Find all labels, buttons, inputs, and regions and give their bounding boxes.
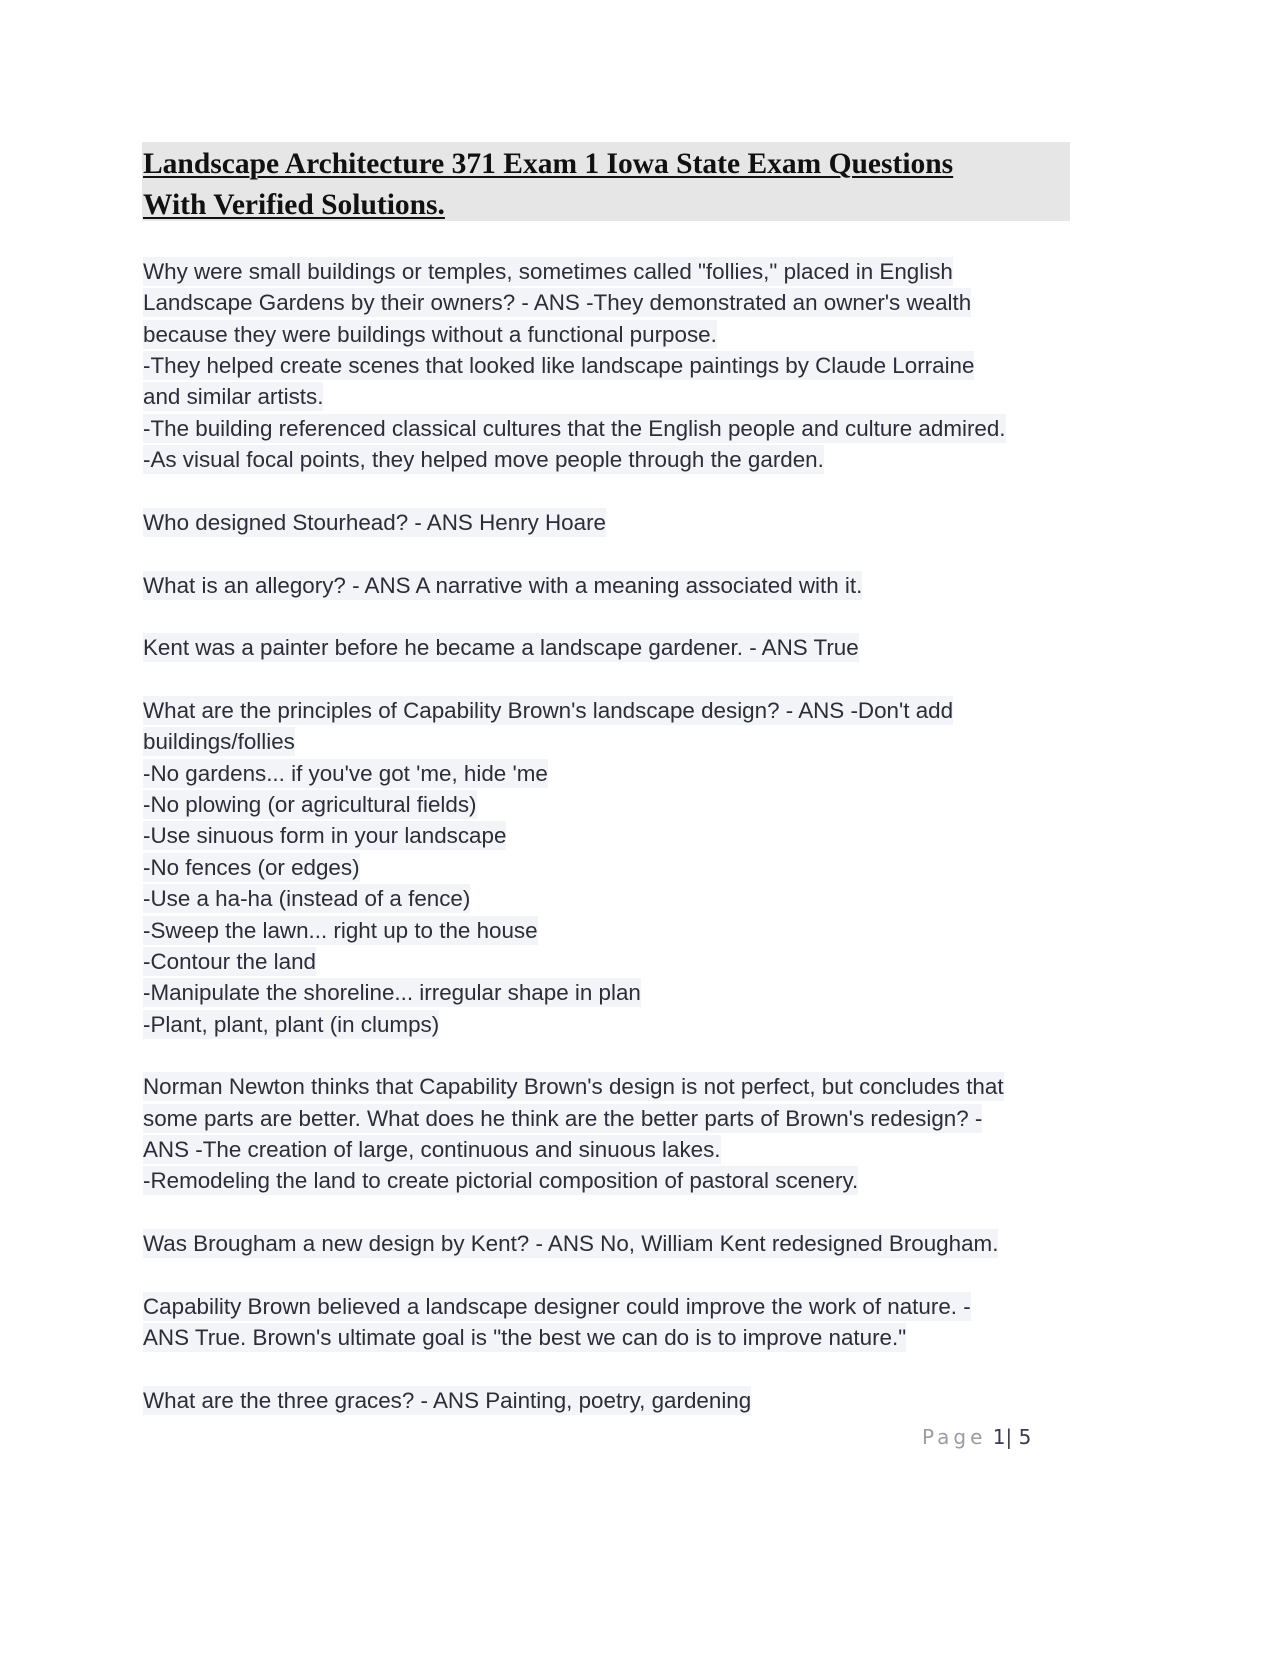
text-line — [143, 507, 1143, 538]
line-text: because they were buildings without a functional purpose. — [143, 321, 717, 347]
line-text: -Contour the land — [143, 948, 317, 974]
line-text: Norman Newton thinks that Capability Brown's design is not perfect, but concludes that — [143, 1074, 1004, 1100]
text-line — [143, 695, 1143, 726]
text-line — [143, 1228, 1143, 1259]
line-text: Kent was a painter before he became a landscape gardener. - ANS True — [143, 635, 859, 661]
qa-item — [143, 1385, 1143, 1416]
line-text: -Use sinuous form in your landscape — [143, 823, 507, 849]
text-line — [143, 977, 1143, 1008]
page-label: Page — [922, 1425, 987, 1449]
line-text: -As visual focal points, they helped move people through the garden. — [143, 447, 824, 473]
text-line — [143, 1165, 1143, 1196]
line-text: Why were small buildings or temples, sometimes called "follies," placed in English — [143, 259, 953, 284]
title-line-1: Landscape Architecture 371 Exam 1 Iowa State Exam Questions — [143, 148, 954, 180]
title-heading — [142, 142, 1070, 226]
line-text: What is an allegory? - ANS A narrative with a meaning associated with it. — [143, 572, 863, 598]
text-line — [143, 726, 1143, 757]
text-line — [143, 256, 1143, 287]
line-text: What are the three graces? - ANS Painting, poetry, gardening — [143, 1387, 752, 1413]
text-line — [143, 1009, 1143, 1040]
qa-item — [143, 695, 1143, 1040]
page-number — [922, 1425, 1031, 1449]
text-line — [143, 820, 1143, 851]
text-line — [143, 381, 1143, 412]
text-line — [143, 570, 1143, 601]
document-body — [143, 256, 1143, 1448]
line-text: Capability Brown believed a landscape designer could improve the work of nature. - — [143, 1293, 971, 1319]
text-line — [143, 1322, 1143, 1353]
text-line — [143, 946, 1143, 977]
line-text: -Sweep the lawn... right up to the house — [143, 917, 538, 943]
line-text: ANS -The creation of large, continuous and sinuous lakes. — [143, 1137, 721, 1163]
text-line — [143, 319, 1143, 350]
text-line — [143, 1103, 1143, 1134]
text-line — [143, 789, 1143, 820]
text-line — [143, 1071, 1143, 1102]
line-text: -No plowing (or agricultural fields) — [143, 792, 477, 818]
line-text: -Use a ha-ha (instead of a fence) — [143, 886, 471, 912]
text-line — [143, 632, 1143, 663]
line-text: Who designed Stourhead? - ANS Henry Hoare — [143, 509, 606, 535]
qa-item — [143, 1291, 1143, 1354]
qa-item — [143, 1071, 1143, 1196]
text-line — [143, 1291, 1143, 1322]
line-text: Was Brougham a new design by Kent? - ANS No, William Kent redesigned Brougham. — [143, 1231, 999, 1257]
line-text: some parts are better. What does he think are the better parts of Brown's redesign? - — [143, 1105, 983, 1131]
document-title — [142, 142, 1070, 221]
text-line — [143, 883, 1143, 914]
line-text: -Manipulate the shoreline... irregular shape in plan — [143, 980, 641, 1006]
total-pages: 5 — [1018, 1425, 1032, 1449]
text-line — [143, 915, 1143, 946]
line-text: -Remodeling the land to create pictorial composition of pastoral scenery. — [143, 1168, 859, 1194]
line-text: -Plant, plant, plant (in clumps) — [143, 1011, 440, 1037]
qa-item — [143, 1228, 1143, 1259]
line-text: buildings/follies — [143, 729, 295, 755]
line-text: -The building referenced classical cultures that the English people and culture admired. — [143, 415, 1006, 441]
qa-item — [143, 507, 1143, 538]
current-page: 1 — [992, 1425, 1006, 1449]
text-line — [143, 413, 1143, 444]
line-text: What are the principles of Capability Brown's landscape design? - ANS -Don't add — [143, 698, 954, 724]
page-separator: | — [1005, 1425, 1013, 1449]
line-text: -They helped create scenes that looked like landscape paintings by Claude Lorraine — [143, 353, 975, 379]
text-line — [143, 350, 1143, 381]
line-text: and similar artists. — [143, 384, 324, 410]
line-text: ANS True. Brown's ultimate goal is "the best we can do is to improve nature." — [143, 1325, 907, 1351]
line-text: -No gardens... if you've got 'me, hide 'me — [143, 760, 548, 786]
qa-item — [143, 632, 1143, 663]
title-line-2: With Verified Solutions. — [143, 189, 445, 221]
text-line — [143, 1385, 1143, 1416]
qa-item — [143, 570, 1143, 601]
text-line — [143, 758, 1143, 789]
line-text: Landscape Gardens by their owners? - ANS -They demonstrated an owner's wealth — [143, 290, 972, 316]
text-line — [143, 287, 1143, 318]
text-line — [143, 852, 1143, 883]
qa-item — [143, 256, 1143, 476]
text-line — [143, 1134, 1143, 1165]
text-line — [143, 444, 1143, 475]
line-text: -No fences (or edges) — [143, 854, 360, 880]
